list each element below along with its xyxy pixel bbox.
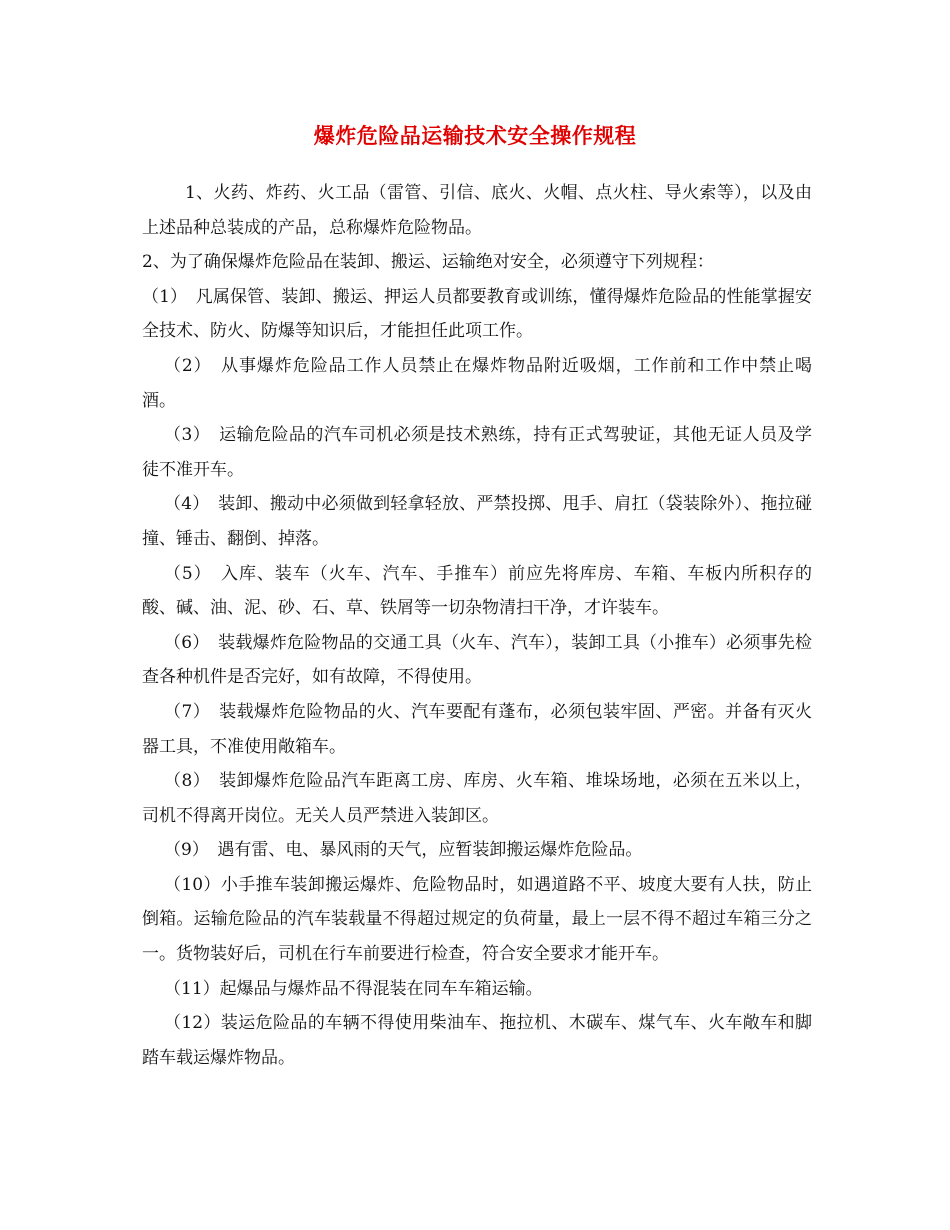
rule-item-7: （7） 装载爆炸危险物品的火、汽车要配有蓬布，必须包装牢固、严密。并备有灭火器工具，不准使用敞箱车。	[142, 701, 812, 757]
rule-item-8: （8） 装卸爆炸危险品汽车距离工房、库房、火车箱、堆垛场地，必须在五米以上，司机不得离开岗位。无关人员严禁进入装卸区。	[142, 771, 812, 826]
rule-item-11: （11）起爆品与爆炸品不得混装在同车车箱运输。	[164, 978, 543, 999]
rule-item-10: （10）小手推车装卸搬运爆炸、危险物品时，如遇道路不平、坡度大要有人扶，防止倒箱。运输危险品的汽车装载量不得超过规定的负荷量，最上一层不得不超过车箱三分之一。货物装好后，司机在行车前要进行检查，符合安全要求才能开车。	[142, 874, 812, 965]
rule-item-4: （4） 装卸、搬动中必须做到轻拿轻放、严禁投掷、甩手、肩扛（袋装除外）、拖拉碰撞、锤击、翻倒、掉落。	[142, 494, 812, 549]
document-body	[142, 176, 812, 1075]
rule-item-5: （5） 入库、装车（火车、汽车、手推车）前应先将库房、车箱、车板内所积存的酸、碱、油、泥、砂、石、草、铁屑等一切杂物清扫干净，才许装车。	[142, 563, 812, 619]
paragraph-1: 1、火药、炸药、火工品（雷管、引信、底火、火帽、点火柱、导火索等），以及由上述品种总装成的产品，总称爆炸危险物品。	[142, 183, 812, 238]
rule-item-6: （6） 装载爆炸危险物品的交通工具（火车、汽车），装卸工具（小推车）必须事先检查各种机件是否完好，如有故障，不得使用。	[142, 632, 812, 688]
rule-item-12: （12）装运危险品的车辆不得使用柴油车、拖拉机、木碳车、煤气车、火车敞车和脚踏车载运爆炸物品。	[142, 1013, 812, 1068]
paragraph-2: 2、为了确保爆炸危险品在装卸、搬运、运输绝对安全，必须遵守下列规程：	[142, 252, 714, 273]
rule-item-9: （9） 遇有雷、电、暴风雨的天气，应暂装卸搬运爆炸危险品。	[164, 840, 643, 861]
document-title: 爆炸危险品运输技术安全操作规程	[313, 123, 637, 148]
rule-item-3: （3） 运输危险品的汽车司机必须是技术熟练，持有正式驾驶证，其他无证人员及学徒不准开车。	[142, 425, 812, 480]
rule-item-1: （1） 凡属保管、装卸、搬运、押运人员都要教育或训练，懂得爆炸危险品的性能掌握安全技术、防火、防爆等知识后，才能担任此项工作。	[142, 286, 812, 342]
rule-item-2: （2） 从事爆炸危险品工作人员禁止在爆炸物品附近吸烟，工作前和工作中禁止喝酒。	[142, 355, 812, 411]
